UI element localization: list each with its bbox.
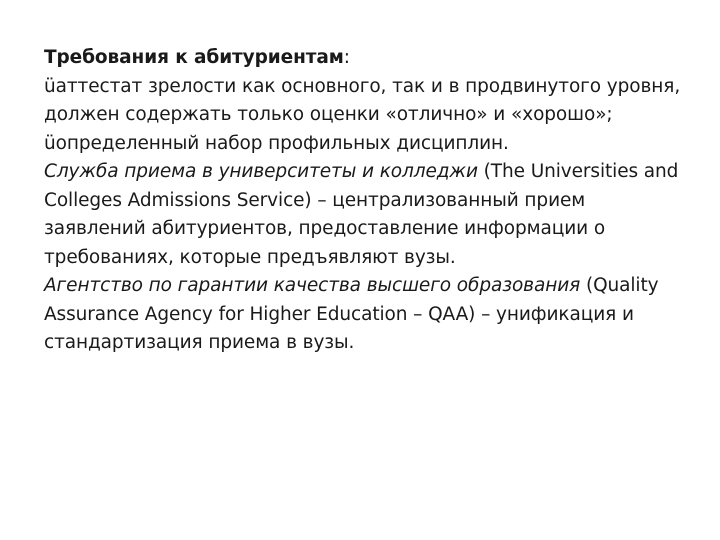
slide-text-body (44, 44, 684, 358)
requirements-heading (44, 44, 684, 73)
bullet-subjects-text: определенный набор профильных дисциплин. (55, 132, 509, 154)
ucas-paragraph (44, 158, 684, 272)
bullet-subjects (44, 130, 684, 159)
bullet-certificate-text: аттестат зрелости как основного, так и в продвинутого уровня, должен содержать только оценки «отлично» и «хорошо»; (44, 75, 681, 125)
checkmark-icon: ü (44, 75, 56, 97)
bullet-certificate (44, 73, 684, 130)
requirements-heading-colon: : (343, 47, 350, 68)
qaa-paragraph (44, 272, 684, 358)
qaa-name-italic: Агентство по гарантии качества высшего образования (44, 275, 581, 296)
ucas-name-italic: Служба приема в университеты и колледжи (44, 161, 478, 182)
qaa-description: (Quality Assurance Agency for Higher Education – QAA) – унификация и стандартизация приема в вузы. (44, 275, 659, 353)
ucas-description: (The Universities and Colleges Admissions Service) – централизованный прием заявлений абитуриентов, предоставление информации о требованиях, которые предъявляют вузы. (44, 161, 679, 268)
checkmark-icon: ü (44, 132, 56, 154)
requirements-heading-title: Требования к абитуриентам (44, 47, 344, 68)
